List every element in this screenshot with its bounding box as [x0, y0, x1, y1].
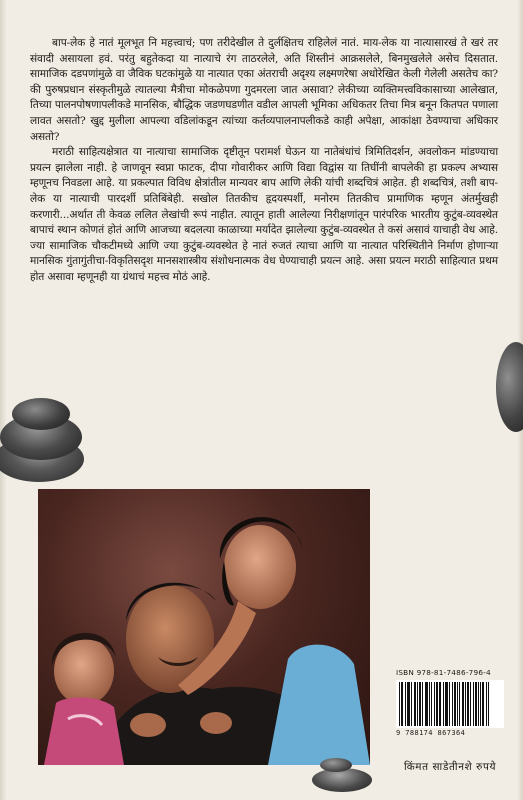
stone-image [320, 758, 352, 772]
blurb-paragraph-2: मराठी साहित्यक्षेत्रात या नात्याचा सामाजिक दृष्टीतून परामर्श घेऊन या नातेबंधांचं त्रिमितिदर्शन, अवलोकन मांडण्याचा प्रयत्न झालेला नाही. हे जाणवून स्वप्ना फाटक, दीपा गोवारीकर आणि विद्या विद्वांस या तिघींनी बापलेकी हा प्रकल्प अभ्यास म्हणूनच निवडला आहे. या प्रकल्पात विविध क्षेत्रांतील मान्यवर बाप आणि लेकी यांची शब्दचित्रं आहेत. ही शब्दचित्रं, तशी बाप-लेक या नात्याची पारदर्शी प्रतिबिंबेही. सखोल तितकीच हृदयस्पर्शी, मनोरम तितकीच प्रामाणिक म्हणून अंतर्मुखही करणारी...अर्थात ती केवळ ललित लेखांची रूपं नाहीत. त्यातून हाती आलेल्या निरीक्षणांतून पारंपरिक भारतीय कुटुंब-व्यवस्थेत बापाचं स्थान कोणतं होतं आणि आजच्या बदलत्या काळाच्या मर्यादेत झालेल्या कुटुंब-व्यवस्थेत ते कसं असावं याचाही वेध आहे. ज्या सामाजिक चौकटीमध्ये आणि ज्या कुटुंब-व्यवस्थेत हे नातं रुजतं त्याचा आणि या नात्यात परिस्थितीने निर्माण होणाऱ्या मानसिक गुंतागुंतीचा-विकृतिसदृश मानसशास्त्रीय संशोधनात्मक वेध घेण्याचाही प्रयत्न आहे. असा प्रयत्न मराठी साहित्यात प्रथम होत असावा म्हणूनही या ग्रंथाचं महत्त्व मोठं आहे. [30, 146, 498, 283]
price-label: किंमत साडेतीनशे रुपये [404, 761, 497, 773]
stone-image [312, 768, 372, 792]
barcode-icon [396, 680, 504, 728]
isbn-barcode-block [396, 668, 504, 737]
stone-image [12, 398, 70, 430]
blurb-text [30, 36, 498, 286]
barcode-digits: 9 788174 867364 [396, 729, 466, 737]
left-page-edge [0, 0, 6, 800]
isbn-number: ISBN 978-81-7486-796-4 [396, 668, 491, 677]
blurb-paragraph-1: बाप-लेक हे नातं मूलभूत नि महत्त्वाचं; पण तरीदेखील ते दुर्लक्षितच राहिलेलं नातं. माय-लेक या नात्यासारखं ते खरं तर संवादी असायला हवं. परंतु बहुतेकदा या नात्याचे रंग ताठरलेले, अति शिस्तीनं आक्रसलेले, बिनमुखलेले असेच दिसतात. सामाजिक दडपणांमुळे वा जैविक घटकांमुळे या नात्यात एका अंतराची अदृश्य लक्ष्मणरेषा अधोरेखित केली गेलेली असतेच का? की पुरुषप्रधान संस्कृतीमुळे त्यातल्या मैत्रीचा मोकळेपणा गुदमरला जात असावा? लेकीच्या व्यक्तिमत्त्वविकासाच्या आलेखात, तिच्या पालनपोषणापलीकडे मानसिक, बौद्धिक जडणघडणीत वडील आपली भूमिका अधिकतर तिचा मित्र बनून कितपत पणाला लावत असतो? खुद्द मुलीला आपल्या वडिलांकडून त्यांच्या कर्तव्यपालनापलीकडे काही अपेक्षा, आकांक्षा ठेवण्याचा अधिकार असतो? [30, 37, 498, 143]
father-daughters-photo [38, 489, 370, 765]
stone-image [496, 342, 523, 432]
